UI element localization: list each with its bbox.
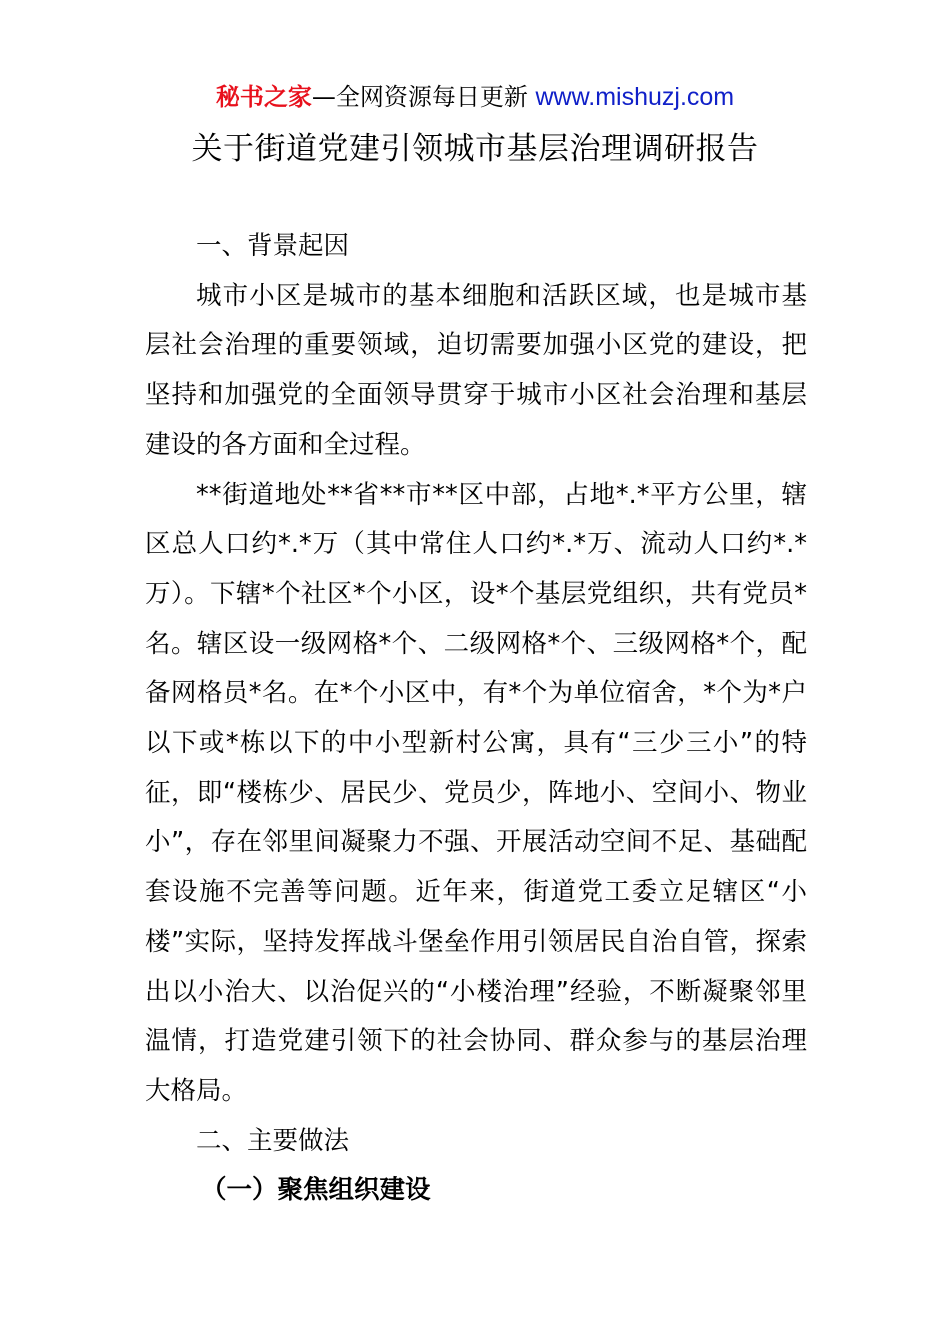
paragraph-intro: 城市小区是城市的基本细胞和活跃区域，也是城市基层社会治理的重要领域，迫切需要加强小区党的建设，把坚持和加强党的全面领导贯穿于城市小区社会治理和基层建设的各方面和全过程。 <box>145 280 807 460</box>
site-name: 秘书之家 <box>215 83 312 111</box>
subsection-heading-organization: （一）聚焦组织建设 <box>201 1175 431 1206</box>
document-title: 关于街道党建引领城市基层治理调研报告 <box>191 131 759 167</box>
site-header <box>0 80 950 114</box>
site-tagline: —全网资源每日更新 <box>311 83 536 111</box>
section-heading-background: 一、背景起因 <box>196 231 350 261</box>
section-heading-main-practices: 二、主要做法 <box>196 1125 350 1156</box>
paragraph-street-overview: **街道地处**省**市**区中部，占地*.*平方公里，辖区总人口约*.*万（其中常住人口约*.*万、流动人口约*.*万）。下辖*个社区*个小区，设*个基层党组织，共有党员*名。辖区设一级网格*个、二级网格*个、三级网格*个，配备网格员*名。在*个小区中，有*个为单位宿舍，*个为*户以下或*栋以下的中小型新村公寓，具有“三少三小”的特征，即“楼栋少、居民少、党员少，阵地小、空间小、物业小”，存在邻里间凝聚力不强、开展活动空间不足、基础配套设施不完善等问题。近年来，街道党工委立足辖区“小楼”实际，坚持发挥战斗堡垒作用引领居民自治自管，探索出以小治大、以治促兴的“小楼治理”经验，不断凝聚邻里温情，打造党建引领下的社会协同、群众参与的基层治理大格局。 <box>145 479 807 1106</box>
document-body <box>145 222 807 1216</box>
site-url-link[interactable]: www.mishuzj.com <box>535 83 735 111</box>
